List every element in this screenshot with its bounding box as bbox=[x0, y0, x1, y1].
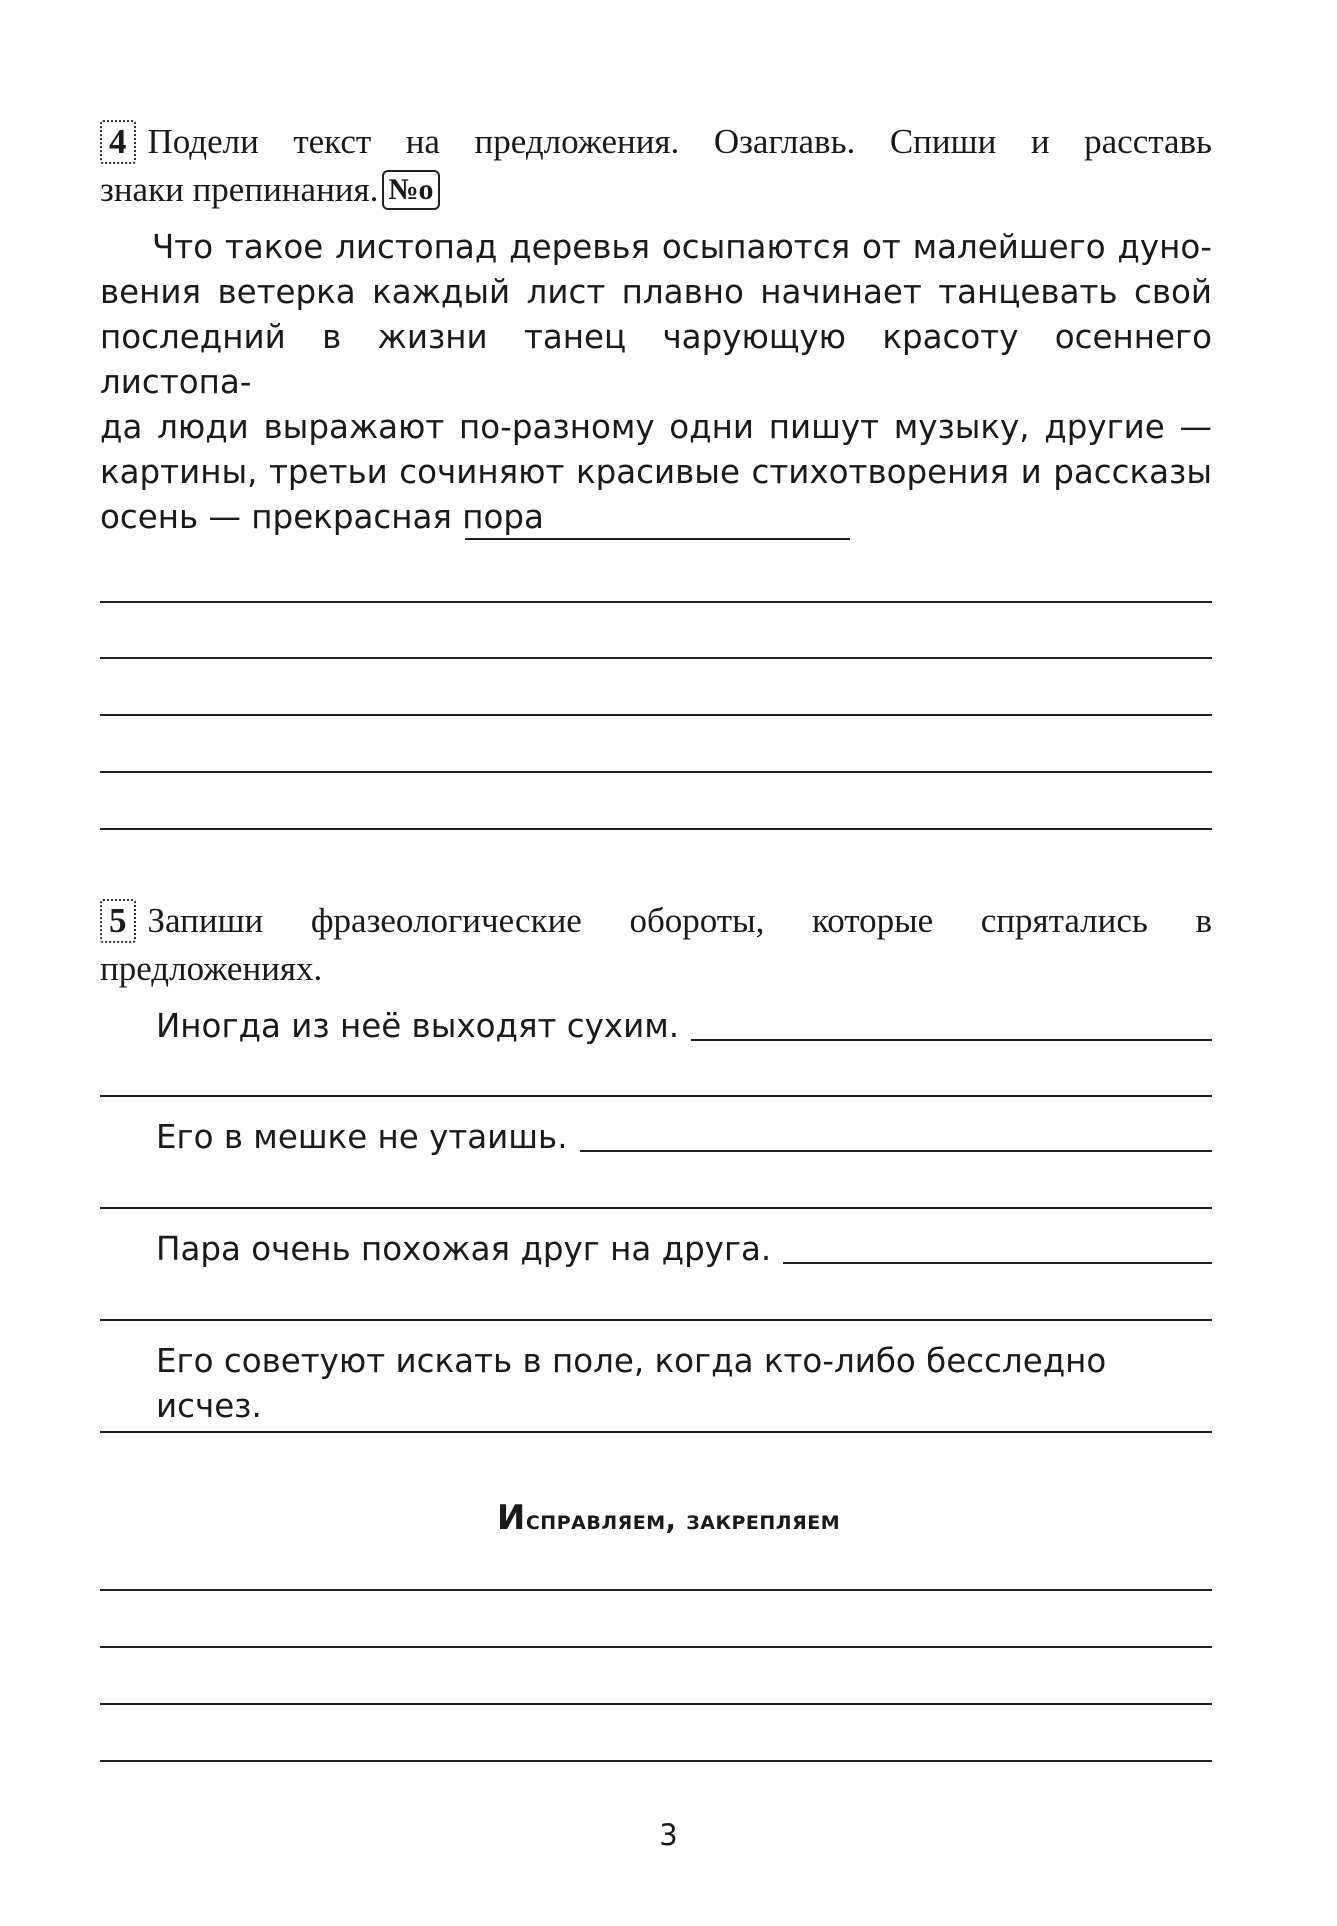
answer-line[interactable] bbox=[100, 1319, 1212, 1321]
page-number: 3 bbox=[659, 1818, 678, 1852]
answer-line[interactable] bbox=[100, 1207, 1212, 1209]
task-number-badge: 5 bbox=[100, 899, 136, 943]
answer-line[interactable] bbox=[100, 657, 1212, 659]
sentence-row: Пара очень похожая друг на друга. bbox=[156, 1227, 1212, 1272]
sentence-row: Его в мешке не утаишь. bbox=[156, 1115, 1212, 1160]
answer-line[interactable] bbox=[100, 1760, 1212, 1762]
answer-line[interactable] bbox=[100, 601, 1212, 603]
answer-line[interactable] bbox=[783, 1262, 1212, 1264]
punctuation-sign-icon: №o bbox=[382, 170, 439, 210]
answer-line[interactable] bbox=[100, 771, 1212, 773]
answer-line[interactable] bbox=[100, 714, 1212, 716]
answer-line[interactable] bbox=[100, 1095, 1212, 1097]
answer-line[interactable] bbox=[100, 1431, 1212, 1433]
task-number-badge: 4 bbox=[100, 120, 136, 164]
sentence-row: Иногда из неё выходят сухим. bbox=[156, 1004, 1212, 1049]
answer-line[interactable] bbox=[100, 828, 1212, 830]
sentence-row: Его советуют искать в поле, когда кто-либо бесследно исчез. bbox=[156, 1342, 1107, 1425]
answer-line[interactable] bbox=[691, 1039, 1212, 1041]
answer-line[interactable] bbox=[100, 1589, 1212, 1591]
title-answer-line[interactable] bbox=[465, 538, 850, 540]
answer-line[interactable] bbox=[100, 1646, 1212, 1648]
answer-line[interactable] bbox=[100, 1703, 1212, 1705]
answer-line[interactable] bbox=[580, 1150, 1212, 1152]
section-title: Исправляем, закрепляем bbox=[496, 1498, 841, 1538]
task-4-text: Что такое листопад деревья осыпаются от малейшего дуно- вения ветерка каждый лист плавно начинает танцевать свой последний в жизни танец чарующую красоту осеннего листопа- да люди выражают по-разному одни пишут музыку, другие — картины, третьи сочиняют красивые стихотворения и рассказы осень — прекрасная пора bbox=[100, 228, 1212, 536]
task-4-instruction: 4 Подели текст на предложения. Озаглавь. Спиши и расставь знаки препинания. №o bbox=[100, 122, 1212, 209]
task-5-instruction: 5 Запиши фразеологические обороты, которые спрятались в предложениях. bbox=[100, 901, 1212, 988]
